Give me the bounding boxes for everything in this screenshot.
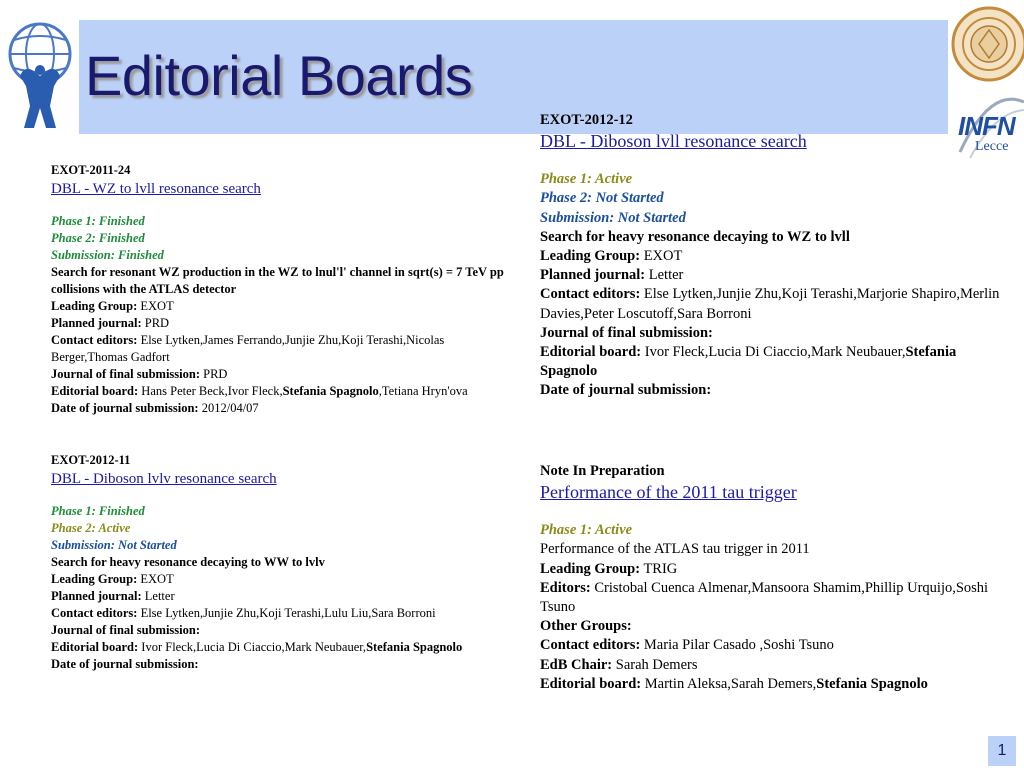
paper-description: Performance of the ATLAS tau trigger in 2011	[540, 541, 810, 558]
paper-id: EXOT-2011-24	[51, 163, 131, 177]
paper-description: Search for heavy resonance decaying to WZ to lvll	[540, 228, 850, 245]
editorial-board: Editorial board: Ivor Fleck,Lucia Di Ciaccio,Mark Neubauer,Stefania Spagnolo	[540, 344, 957, 380]
infn-city-text: Lecce	[975, 139, 1009, 154]
contact-editors: Contact editors: Else Lytken,Junjie Zhu,Koji Terashi,Marjorie Shapiro,Merlin Davies,Peter Loscutoff,Sara Borroni	[540, 286, 1000, 322]
leading-group: Leading Group: EXOT	[51, 572, 174, 586]
paper-id: EXOT-2012-12	[540, 112, 633, 128]
editorial-board: Editorial board: Martin Aleksa,Sarah Demers,Stefania Spagnolo	[540, 675, 928, 692]
paper-id: Note In Preparation	[540, 463, 665, 479]
other-groups: Other Groups:	[540, 618, 632, 635]
paper-entry	[51, 452, 521, 673]
paper-description: Search for resonant WZ production in the WZ to lnul'l' channel in sqrt(s) = 7 TeV pp collisions with the ATLAS detector	[51, 265, 504, 296]
planned-journal: Planned journal: Letter	[51, 589, 175, 603]
editors: Editors: Cristobal Cuenca Almenar,Mansoora Shamim,Phillip Urquijo,Soshi Tsuno	[540, 579, 989, 616]
paper-id: EXOT-2012-11	[51, 453, 131, 467]
phase-status: Phase 1: Finished	[51, 214, 145, 228]
leading-group: Leading Group: EXOT	[540, 248, 683, 265]
paper-entry	[540, 462, 1010, 694]
journal-final-submission: Journal of final submission: PRD	[51, 367, 228, 381]
atlas-logo-icon	[2, 14, 74, 134]
paper-description: Search for heavy resonance decaying to WW to lvlv	[51, 555, 325, 569]
university-seal-icon	[949, 0, 1024, 88]
editorial-board: Editorial board: Hans Peter Beck,Ivor Fleck,Stefania Spagnolo,Tetiana Hryn'ova	[51, 384, 468, 398]
phase-status: Phase 2: Not Started	[540, 190, 664, 207]
journal-submission-date: Date of journal submission:	[51, 657, 199, 671]
submission-status: Submission: Finished	[51, 248, 164, 262]
phase-status: Phase 2: Finished	[51, 231, 145, 245]
planned-journal: Planned journal: Letter	[540, 267, 684, 284]
journal-final-submission: Journal of final submission:	[540, 324, 713, 341]
page-title: Editorial Boards	[85, 44, 473, 107]
edb-chair: EdB Chair: Sarah Demers	[540, 656, 698, 673]
phase-status: Phase 1: Active	[540, 522, 633, 539]
paper-title-link[interactable]: Performance of the 2011 tau trigger	[540, 482, 797, 503]
paper-title-link[interactable]: DBL - WZ to lvll resonance search	[51, 181, 261, 197]
journal-final-submission: Journal of final submission:	[51, 623, 200, 637]
infn-logo-text: INFN	[958, 111, 1015, 141]
journal-submission-date: Date of journal submission:	[540, 382, 712, 399]
paper-entry	[51, 162, 521, 417]
paper-title-link[interactable]: DBL - Diboson lvlv resonance search	[51, 471, 277, 487]
paper-entry	[540, 111, 1010, 401]
leading-group: Leading Group: TRIG	[540, 560, 678, 577]
phase-status: Phase 2: Active	[51, 521, 131, 535]
paper-title-link[interactable]: DBL - Diboson lvll resonance search	[540, 131, 807, 152]
phase-status: Phase 1: Active	[540, 171, 633, 188]
contact-editors: Contact editors: Else Lytken,Junjie Zhu,Koji Terashi,Lulu Liu,Sara Borroni	[51, 606, 436, 620]
leading-group: Leading Group: EXOT	[51, 299, 174, 313]
page-number: 1	[988, 736, 1016, 766]
submission-status: Submission: Not Started	[51, 538, 177, 552]
contact-editors: Contact editors: Maria Pilar Casado ,Soshi Tsuno	[540, 637, 834, 654]
journal-submission-date: Date of journal submission: 2012/04/07	[51, 401, 259, 415]
phase-status: Phase 1: Finished	[51, 504, 145, 518]
submission-status: Submission: Not Started	[540, 209, 686, 226]
planned-journal: Planned journal: PRD	[51, 316, 170, 330]
editorial-board: Editorial board: Ivor Fleck,Lucia Di Ciaccio,Mark Neubauer,Stefania Spagnolo	[51, 640, 463, 654]
contact-editors: Contact editors: Else Lytken,James Ferrando,Junjie Zhu,Koji Terashi,Nicolas Berger,Thomas Gadfort	[51, 333, 445, 364]
